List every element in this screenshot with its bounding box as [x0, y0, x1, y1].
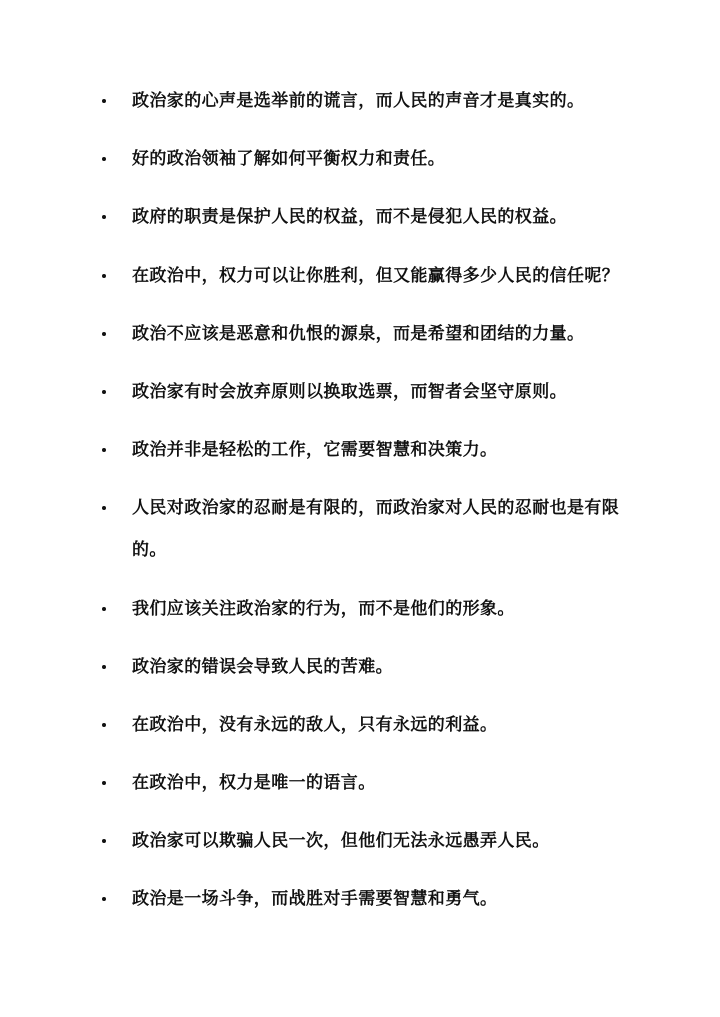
list-item-text: 政治家可以欺骗人民一次，但他们无法永远愚弄人民。	[132, 831, 550, 852]
list-item-text: 政治并非是轻松的工作，它需要智慧和决策力。	[132, 440, 498, 461]
list-item	[108, 487, 628, 571]
bullet-icon	[102, 781, 106, 785]
list-item-text: 人民对政治家的忍耐是有限的，而政治家对人民的忍耐也是有限的。	[132, 498, 620, 561]
bullet-icon	[102, 448, 106, 452]
list-item-text: 政治是一场斗争，而战胜对手需要智慧和勇气。	[132, 889, 498, 910]
list-item-text: 政治不应该是恶意和仇恨的源泉，而是希望和团结的力量。	[132, 323, 585, 344]
list-item-text: 在政治中，权力可以让你胜利，但又能赢得多少人民的信任呢？	[132, 265, 620, 286]
list-item-text: 我们应该关注政治家的行为，而不是他们的形象。	[132, 598, 515, 619]
bullet-icon	[102, 723, 106, 727]
list-item	[108, 196, 628, 238]
list-item	[108, 138, 628, 180]
list-item	[108, 762, 628, 804]
bullet-icon	[102, 839, 106, 843]
list-item	[108, 878, 628, 920]
list-item	[108, 704, 628, 746]
bullet-icon	[102, 332, 106, 336]
bullet-icon	[102, 157, 106, 161]
bullet-icon	[102, 390, 106, 394]
bullet-icon	[102, 99, 106, 103]
list-item	[108, 820, 628, 862]
list-item-text: 好的政治领袖了解如何平衡权力和责任。	[132, 149, 446, 170]
bullet-icon	[102, 897, 106, 901]
list-item	[108, 80, 628, 122]
bullet-icon	[102, 215, 106, 219]
list-item	[108, 588, 628, 630]
list-item-text: 在政治中，权力是唯一的语言。	[132, 773, 376, 794]
bullet-icon	[102, 274, 106, 278]
list-item-text: 政府的职责是保护人民的权益，而不是侵犯人民的权益。	[132, 207, 567, 228]
list-item-text: 在政治中，没有永远的敌人，只有永远的利益。	[132, 714, 498, 735]
list-item-text: 政治家有时会放弃原则以换取选票，而智者会坚守原则。	[132, 381, 567, 402]
quote-bullet-list	[108, 80, 628, 937]
list-item-text: 政治家的错误会导致人民的苦难。	[132, 656, 393, 677]
list-item	[108, 371, 628, 413]
list-item	[108, 313, 628, 355]
list-item	[108, 429, 628, 471]
list-item	[108, 646, 628, 688]
bullet-icon	[102, 506, 106, 510]
list-item	[108, 255, 628, 297]
bullet-icon	[102, 607, 106, 611]
bullet-icon	[102, 665, 106, 669]
list-item-text: 政治家的心声是选举前的谎言，而人民的声音才是真实的。	[132, 91, 585, 111]
